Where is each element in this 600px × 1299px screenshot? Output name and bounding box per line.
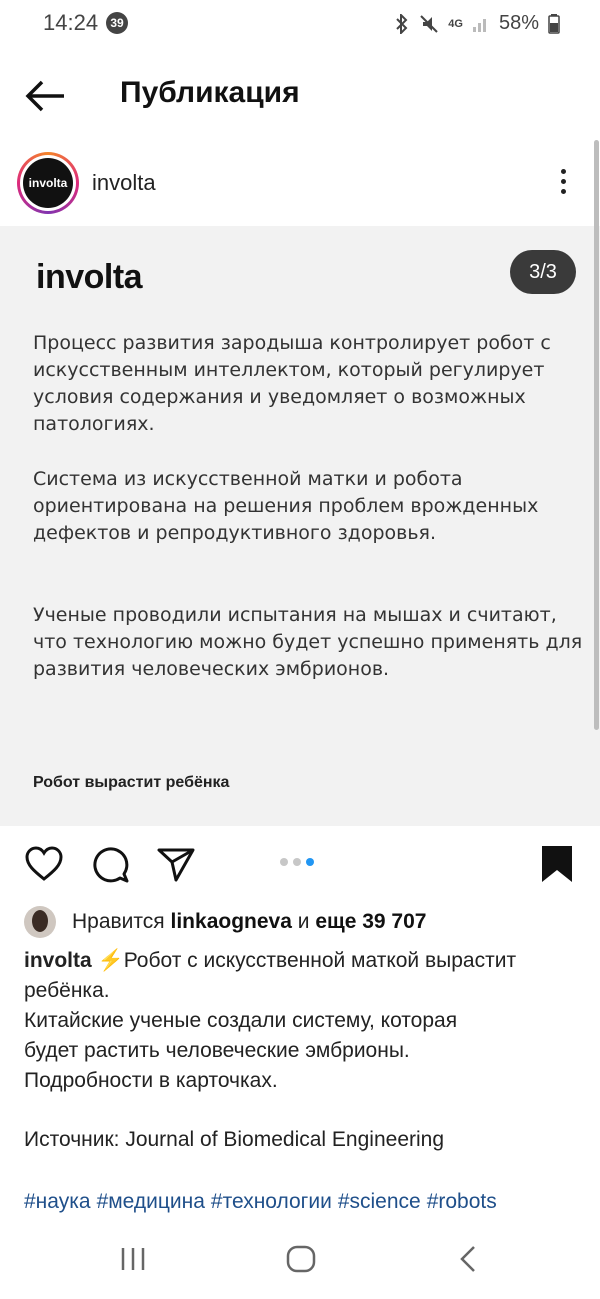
status-bar bbox=[0, 0, 600, 48]
carousel-dot-active bbox=[306, 858, 314, 866]
save-button[interactable] bbox=[540, 844, 574, 889]
liker-avatar bbox=[24, 906, 56, 938]
more-options-button[interactable] bbox=[548, 166, 578, 200]
back-button[interactable] bbox=[24, 78, 68, 114]
home-icon bbox=[285, 1244, 317, 1274]
comment-icon bbox=[90, 844, 130, 884]
carousel-page-counter: 3/3 bbox=[510, 250, 576, 294]
status-icons bbox=[394, 12, 560, 35]
system-back-button[interactable] bbox=[456, 1244, 480, 1279]
hashtags bbox=[24, 1190, 503, 1214]
hashtag-link[interactable]: #медицина bbox=[96, 1190, 205, 1213]
liker-username[interactable]: linkaogneva bbox=[170, 910, 292, 933]
chevron-left-icon bbox=[456, 1244, 480, 1274]
card-paragraph-2: Система из искусственной матки и робота ориентирована на решения проблем врожденных дефектов и репродуктивного здоровья. bbox=[33, 468, 539, 544]
caption-source: Источник: Journal of Biomedical Engineering bbox=[24, 1128, 445, 1151]
scrollbar[interactable] bbox=[594, 140, 599, 730]
share-button[interactable] bbox=[156, 844, 196, 889]
card-brand-logo: involta bbox=[36, 258, 143, 296]
hashtag-link[interactable]: #robots bbox=[426, 1190, 497, 1213]
signal-icon bbox=[472, 15, 490, 33]
likes-middle: и bbox=[297, 910, 310, 933]
status-time: 14:24 bbox=[43, 10, 99, 35]
hashtag-link[interactable]: #технологии bbox=[210, 1190, 332, 1213]
network-type: 4G bbox=[448, 17, 463, 30]
post-caption bbox=[24, 946, 584, 1096]
recents-icon bbox=[118, 1244, 148, 1274]
post-header bbox=[0, 150, 600, 220]
lightning-icon: ⚡ bbox=[97, 949, 124, 972]
send-icon bbox=[156, 844, 196, 884]
caption-line-3: Китайские ученые создали систему, которая bbox=[24, 1009, 458, 1032]
story-avatar[interactable] bbox=[17, 152, 79, 214]
post-username[interactable]: involta bbox=[92, 170, 156, 195]
page-title: Публикация bbox=[120, 76, 300, 109]
carousel-indicator bbox=[280, 858, 314, 866]
carousel-dot bbox=[293, 858, 301, 866]
caption-username[interactable]: involta bbox=[24, 949, 92, 972]
post-media-card[interactable] bbox=[0, 226, 600, 826]
home-button[interactable] bbox=[285, 1244, 317, 1279]
battery-icon bbox=[548, 14, 560, 34]
mute-icon bbox=[419, 14, 439, 34]
hashtag-link[interactable]: #наука bbox=[24, 1190, 91, 1213]
bluetooth-icon bbox=[394, 14, 410, 34]
card-paragraph-1: Процесс развития зародыша контролирует робот с искусственным интеллектом, который регулирует условия содержания и уведомляет о возможных патологиях. bbox=[33, 332, 551, 435]
caption-line-5: Подробности в карточках. bbox=[24, 1069, 278, 1092]
notification-count-badge: 39 bbox=[106, 12, 128, 34]
hashtag-link[interactable]: #science bbox=[337, 1190, 421, 1213]
post-actions bbox=[0, 836, 600, 896]
comment-button[interactable] bbox=[90, 844, 130, 889]
likes-row[interactable] bbox=[24, 906, 426, 938]
avatar-logo: involta bbox=[23, 158, 73, 208]
bookmark-icon bbox=[540, 844, 574, 884]
heart-icon bbox=[24, 844, 64, 884]
card-footer-title: Робот вырастит ребёнка bbox=[33, 774, 230, 791]
arrow-left-icon bbox=[24, 78, 68, 114]
top-app-bar bbox=[0, 60, 600, 132]
caption-line-4: будет растить человеческие эмбрионы. bbox=[24, 1039, 410, 1062]
caption-line-1: Робот с искусственной маткой вырастит bbox=[123, 949, 517, 972]
like-button[interactable] bbox=[24, 844, 64, 889]
more-vertical-icon bbox=[548, 169, 578, 194]
card-paragraph-3: Ученые проводили испытания на мышах и считают, что технологию можно будет успешно применять для развития человеческих эмбрионов. bbox=[33, 604, 583, 680]
likes-count[interactable]: еще 39 707 bbox=[315, 910, 427, 933]
likes-prefix: Нравится bbox=[72, 910, 165, 933]
recents-button[interactable] bbox=[118, 1244, 148, 1279]
system-navigation-bar bbox=[0, 1230, 600, 1299]
caption-line-2: ребёнка. bbox=[24, 979, 110, 1002]
carousel-dot bbox=[280, 858, 288, 866]
battery-percent: 58% bbox=[498, 12, 539, 34]
